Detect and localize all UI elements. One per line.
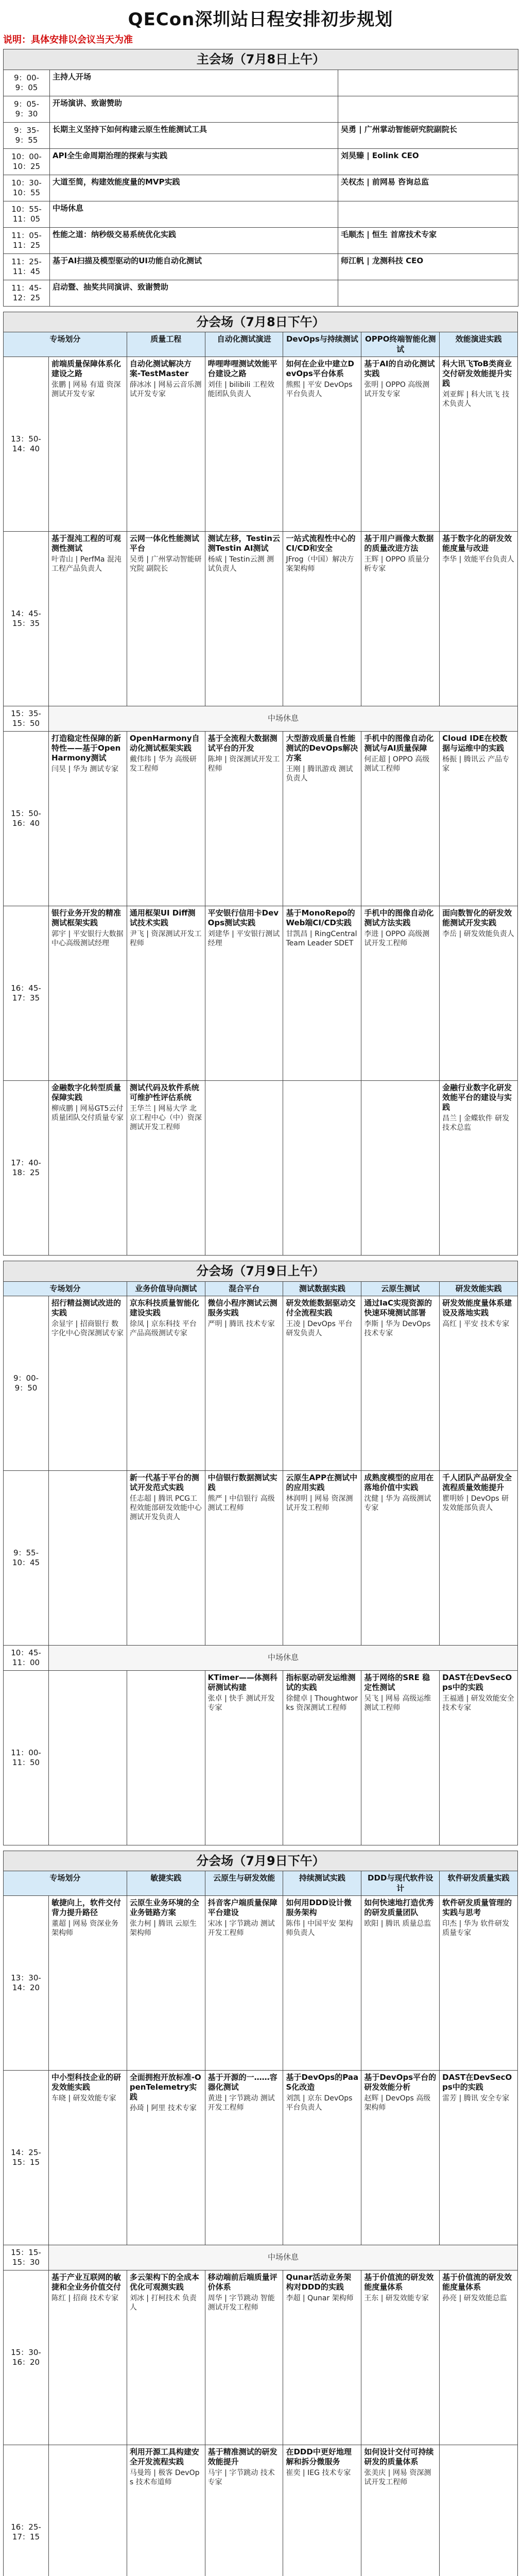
talk-speaker: 李华 | 效能平台负责人 <box>442 555 514 564</box>
talk-topic: 手机中的图像自动化测试与AI质量保障 <box>364 733 434 753</box>
talk-speaker: 吴勇 | 广州掌动智能研究院副院长 <box>338 122 518 148</box>
talk-cell <box>440 1080 518 1255</box>
talk-speaker: 张美庆 | 网易 资深测试开发工程师 <box>364 2469 431 2487</box>
talk-topic: 千人团队产品研发全流程质量效能提升 <box>442 1472 512 1492</box>
time-slot: 15：50- 16：40 <box>4 731 49 906</box>
track-header: 云原生与研发效能 <box>205 1871 283 1895</box>
talk-speaker: 刘建华 | 平安银行测试经理 <box>207 930 280 948</box>
talk-cell <box>205 2070 283 2245</box>
talk-speaker: 刘凯 | 京东 DevOps 平台负责人 <box>286 2094 353 2112</box>
talk-cell <box>440 1895 518 2070</box>
talk-cell <box>205 1470 283 1645</box>
talk-speaker: 毛顺杰 | 恒生 首席技术专家 <box>338 227 518 253</box>
talk-speaker: 张鹏 | 网易 有道 资深测试开发专家 <box>51 381 121 399</box>
talk-cell <box>283 731 361 906</box>
talk-speaker: 黄进 | 字节跳动 测试开发工程师 <box>207 2094 275 2112</box>
session-row <box>4 1296 518 1470</box>
session-row <box>4 1895 518 2070</box>
track-header: 持续测试实践 <box>283 1871 361 1895</box>
talk-speaker: 王福通 | 研发效能安全技术专家 <box>442 1694 514 1712</box>
talk-topic: 长期主义坚持下如何构建云原生性能测试工具 <box>50 122 338 148</box>
talk-cell <box>49 1470 127 1645</box>
main-hall-row <box>4 280 518 306</box>
talk-cell <box>205 2270 283 2445</box>
talk-speaker: 闫昊 | 华为 测试专家 <box>51 765 119 774</box>
talk-cell <box>49 906 127 1080</box>
talk-cell <box>283 1670 361 1845</box>
talk-topic: 基于价值流的研发效能度量体系 <box>364 2272 434 2292</box>
talk-speaker: 王凌 | DevOps 平台研发负责人 <box>286 1320 353 1337</box>
time-slot: 10：45- 11：00 <box>4 1645 49 1670</box>
talk-cell <box>440 731 518 906</box>
talk-topic: 基于MonoRepo的Web端CI/CD实践 <box>286 908 355 927</box>
track-header: 混合平台 <box>205 1281 283 1296</box>
talk-topic: 金融行业数字化研发效能平台的建设与实践 <box>442 1082 512 1112</box>
talk-topic: 抖音客户端质量保障平台建设 <box>207 1897 277 1917</box>
talk-cell <box>127 531 205 706</box>
session-heading: 分会场（7月9日上午） <box>4 1261 518 1281</box>
track-header: 专场划分 <box>4 332 127 357</box>
talk-topic: 基于数字化的研发效能度量与改进 <box>442 533 512 553</box>
talk-topic: 基于AI扫描及模型驱动的UI功能自动化测试 <box>50 253 338 280</box>
talk-cell <box>440 1670 518 1845</box>
talk-topic: OpenHarmony自动化测试框架实践 <box>129 733 200 753</box>
talk-cell <box>361 1470 440 1645</box>
talk-topic: 如何快速地打造优秀的研发质量团队 <box>364 1897 434 1917</box>
talk-speaker: 昌兰 | 金蝶软件 研发技术总监 <box>442 1114 510 1132</box>
talk-topic: 基于精准测试的研发效能提升 <box>207 2447 277 2466</box>
main-hall-heading: 主会场（7月8日上午） <box>4 49 518 70</box>
talk-speaker: 熊熙 | 平安 DevOps 平台负责人 <box>286 381 353 399</box>
talk-topic: 自动化测试解决方案-TestMaster <box>129 359 192 378</box>
talk-topic: 基于DevOps的PaaS化改造 <box>286 2072 359 2092</box>
talk-speaker: 孙亮 | 研发效能总监 <box>442 2294 507 2303</box>
talk-speaker: 王华兰 | 网易大学 北京工程中心（中）资深测试开发工程师 <box>129 1105 202 1131</box>
talk-topic: 基于AI的自动化测试实践 <box>364 359 435 378</box>
session-row <box>4 1470 518 1645</box>
session-table <box>3 312 518 1256</box>
talk-speaker: 赵辉 | DevOps 高级架构师 <box>364 2094 431 2112</box>
time-slot: 10：00- 10：25 <box>4 148 50 175</box>
talk-topic: 中小型科技企业的研发效能实践 <box>51 2072 121 2092</box>
time-slot: 9：05- 9：30 <box>4 96 50 122</box>
talk-speaker: 高红 | 平安 技术专家 <box>442 1320 510 1329</box>
main-hall-row <box>4 201 518 227</box>
talk-speaker: 陈红 | 招商 技术专家 <box>51 2294 119 2303</box>
main-hall-row <box>4 148 518 175</box>
talk-speaker <box>338 201 518 227</box>
talk-speaker: 李岳 | 研发效能负责人 <box>442 930 514 939</box>
session-row <box>4 731 518 906</box>
talk-speaker: 杨威 | Testin云测 测试负责人 <box>207 555 274 573</box>
track-header: 自动化测试演进 <box>205 332 283 357</box>
talk-speaker: 周华 | 字节跳动 智能测试开发工程师 <box>207 2294 275 2312</box>
talk-cell <box>440 906 518 1080</box>
talk-topic: 微信小程序测试云测服务实践 <box>207 1298 277 1317</box>
talk-cell <box>205 1895 283 2070</box>
talk-topic: 一站式流程性中心的CI/CD和安全 <box>286 533 356 553</box>
talk-cell <box>205 531 283 706</box>
talk-topic: 性能之道：纳秒级交易系统优化实践 <box>50 227 338 253</box>
talk-speaker: 张力柯 | 腾讯 云原生架构师 <box>129 1920 197 1938</box>
session-row <box>4 357 518 531</box>
talk-speaker: 任志超 | 腾讯 PCG工程效能部研发效能中心测试开发负责人 <box>129 1495 202 1521</box>
talk-topic: 科大讯飞ToB类商业交付研发效能提升实践 <box>442 359 512 388</box>
talk-topic: 金融数字化转型质量保障实践 <box>51 1082 121 1102</box>
talk-topic: 测试代码及软件系统可维护性评估系统 <box>129 1082 199 1102</box>
break-cell: 中场休息 <box>49 706 518 731</box>
talk-speaker: 关权杰 | 前网易 咨询总监 <box>338 175 518 201</box>
talk-speaker: 柳成鹏 | 网易GT5云付质量团队交付质量专家 <box>51 1105 124 1123</box>
talk-cell <box>361 1895 440 2070</box>
talk-speaker: 瞿明娇 | DevOps 研发效能部负责人 <box>442 1495 509 1512</box>
talk-cell <box>205 1080 283 1255</box>
time-slot: 16：45- 17：35 <box>4 906 49 1080</box>
talk-topic: 如何设计交付可持续研发的质量体系 <box>364 2447 434 2466</box>
talk-speaker: 熊严 | 中信银行 高级测试工程师 <box>207 1495 275 1512</box>
talk-cell <box>283 1895 361 2070</box>
talk-speaker: 徐健卓 | Thoughtworks 资深测试工程师 <box>286 1694 358 1712</box>
talk-topic: 如何用DDD设计微服务架构 <box>286 1897 352 1917</box>
session-table <box>3 1851 518 2576</box>
time-slot: 15：15- 15：30 <box>4 2245 49 2270</box>
session-table <box>3 1261 518 1845</box>
talk-speaker: 宋冰 | 字节跳动 测试开发工程师 <box>207 1920 275 1938</box>
talk-topic: 京东科技质量智能化建设实践 <box>129 1298 199 1317</box>
talk-topic: 云网一体化性能测试平台 <box>129 533 199 553</box>
track-header: DevOps与持续测试 <box>283 332 361 357</box>
talk-speaker: 尹飞 | 资深测试开发工程师 <box>129 930 202 948</box>
talk-cell <box>283 2270 361 2445</box>
talk-topic: 主持人开场 <box>50 70 338 96</box>
talk-speaker: 吴飞 | 网易 高级运维测试工程师 <box>364 1694 431 1712</box>
talk-topic: DAST在DevSecOps中的实践 <box>442 2072 512 2092</box>
talk-cell <box>283 1296 361 1470</box>
talk-cell <box>205 1670 283 1845</box>
talk-cell <box>283 906 361 1080</box>
talk-cell <box>361 2070 440 2245</box>
talk-speaker: 陈伟 | 中国平安 架构师负责人 <box>286 1920 353 1938</box>
main-hall-row <box>4 96 518 122</box>
talk-cell <box>127 357 205 531</box>
main-hall-row <box>4 253 518 280</box>
main-hall-row <box>4 175 518 201</box>
talk-cell <box>440 2070 518 2245</box>
talk-topic: 指标驱动研发运维测试的实践 <box>286 1672 356 1692</box>
talk-speaker: 刘佳 | bilibili 工程效能团队负责人 <box>207 381 274 399</box>
talk-topic: Cloud IDE在校数据与运维中的实践 <box>442 733 508 753</box>
talk-topic: 基于产业互联网的敏捷和全业务价值交付 <box>51 2272 121 2292</box>
talk-cell <box>283 357 361 531</box>
talk-speaker: 王刚 | 腾讯游戏 测试负责人 <box>286 765 353 783</box>
talk-topic: 基于网络的SRE 稳定性测试 <box>364 1672 430 1692</box>
talk-cell <box>440 2270 518 2445</box>
talk-cell <box>205 1296 283 1470</box>
track-header: 敏捷实践 <box>127 1871 205 1895</box>
talk-speaker: 郭宇 | 平安银行大数据中心高级测试经理 <box>51 930 124 948</box>
talk-cell <box>440 1296 518 1470</box>
talk-speaker: 严明 | 腾讯 技术专家 <box>207 1320 275 1329</box>
track-header: 业务价值导向测试 <box>127 1281 205 1296</box>
talk-topic: 通过IaC实现资源的快速环境测试部署 <box>364 1298 432 1317</box>
talk-topic: 启动暨、抽奖共同演讲、致谢赞助 <box>50 280 338 306</box>
talk-speaker: 雷芳 | 腾讯 安全专家 <box>442 2094 510 2103</box>
time-slot: 13：50- 14：40 <box>4 357 49 531</box>
talk-cell <box>440 531 518 706</box>
time-slot: 14：45- 15：35 <box>4 531 49 706</box>
talk-speaker: 张卓 | 快手 测试开发专家 <box>207 1694 275 1712</box>
talk-speaker: 李斯 | 华为 DevOps 技术专家 <box>364 1320 431 1337</box>
talk-cell <box>49 2070 127 2245</box>
talk-cell <box>49 531 127 706</box>
talk-topic: 新一代基于平台的测试开发范式实践 <box>129 1472 199 1492</box>
talk-topic: 全面拥抱开放标准-OpenTelemetry实践 <box>129 2072 201 2102</box>
break-cell: 中场休息 <box>49 2245 518 2270</box>
talk-speaker: 崔奕 | IEG 技术专家 <box>286 2469 351 2478</box>
talk-topic: 招行精益测试改进的实践 <box>51 1298 121 1317</box>
track-header: 质量工程 <box>127 332 205 357</box>
talk-speaker: 戴伟玮 | 华为 高级研发工程师 <box>129 755 197 773</box>
talk-cell <box>49 2445 127 2576</box>
talk-cell <box>49 731 127 906</box>
talk-cell <box>127 731 205 906</box>
talk-topic: 中场休息 <box>50 201 338 227</box>
talk-speaker: 叶青山 | PerfMa 混沌工程产品负责人 <box>51 555 121 573</box>
talk-speaker: 沈健 | 华为 高级测试专家 <box>364 1495 431 1512</box>
session-row <box>4 906 518 1080</box>
break-cell: 中场休息 <box>49 1645 518 1670</box>
session-row <box>4 706 518 731</box>
talk-cell <box>440 1470 518 1645</box>
time-slot: 11：45- 12：25 <box>4 280 50 306</box>
time-slot: 15：30- 16：20 <box>4 2270 49 2445</box>
time-slot: 16：25- 17：15 <box>4 2445 49 2576</box>
track-header: 专场划分 <box>4 1871 127 1895</box>
track-header: 测试数据实践 <box>283 1281 361 1296</box>
talk-topic: 通用框架UI Diff测试技术实践 <box>129 908 196 927</box>
page-title: QECon深圳站日程安排初步规划 <box>128 9 393 30</box>
talk-speaker <box>338 280 518 306</box>
time-slot: 10：55- 11：05 <box>4 201 50 227</box>
talk-cell <box>205 906 283 1080</box>
talk-cell <box>283 2445 361 2576</box>
time-slot: 10：30- 10：55 <box>4 175 50 201</box>
talk-topic: 软件研发质量管理的实践与思考 <box>442 1897 512 1917</box>
time-slot: 9：55- 10：45 <box>4 1470 49 1645</box>
talk-speaker: 马宇 | 字节跳动 技术专家 <box>207 2469 275 2487</box>
talk-topic: 基于DevOps平台的研发效能分析 <box>364 2072 437 2092</box>
talk-cell <box>49 1670 127 1845</box>
talk-topic: 大型游戏质量自性能测试的DevOps解决方案 <box>286 733 358 763</box>
talk-cell <box>361 357 440 531</box>
talk-speaker: 师江帆 | 龙测科技 CEO <box>338 253 518 280</box>
session-row <box>4 1645 518 1670</box>
talk-speaker: 余显宇 | 招商银行 数字化中心资深测试专家 <box>51 1320 124 1337</box>
talk-topic: DAST在DevSecOps中的实践 <box>442 1672 512 1692</box>
talk-speaker: 薛冰冰 | 网易云音乐测试开发专家 <box>129 381 202 399</box>
session-row <box>4 531 518 706</box>
time-slot: 9：35- 9：55 <box>4 122 50 148</box>
talk-speaker: 林润明 | 网易 资深测试开发工程师 <box>286 1495 353 1512</box>
talk-cell <box>283 1470 361 1645</box>
talk-speaker: 车晓 | 研发效能专家 <box>51 2094 116 2103</box>
talk-speaker: 孙琦 | 阿里 技术专家 <box>129 2104 197 2113</box>
talk-topic: 研发效能度量体系建设及落地实践 <box>442 1298 512 1317</box>
session-row <box>4 1670 518 1845</box>
talk-speaker: 欧阳 | 腾讯 质量总监 <box>364 1920 431 1928</box>
talk-topic: Qunar活动业务架构对DDD的实践 <box>286 2272 352 2292</box>
main-hall-table <box>3 49 518 307</box>
talk-speaker: 刘亚辉 | 科大讯飞 技术负责人 <box>442 391 510 409</box>
time-slot: 11：00- 11：50 <box>4 1670 49 1845</box>
session-row <box>4 2270 518 2445</box>
time-slot: 13：30- 14：20 <box>4 1895 49 2070</box>
talk-cell <box>49 1895 127 2070</box>
talk-cell <box>361 1296 440 1470</box>
talk-cell <box>361 2270 440 2445</box>
talk-cell <box>127 1670 205 1845</box>
track-header: 云原生测试 <box>361 1281 440 1296</box>
talk-topic: 基于用户画像大数据的质量改进方法 <box>364 533 434 553</box>
talk-cell <box>127 2070 205 2245</box>
talk-speaker: 董超 | 网易 资深业务架构师 <box>51 1920 119 1938</box>
talk-topic: 哔哩哔哩测试效能平台建设之路 <box>207 359 277 378</box>
talk-cell <box>127 1895 205 2070</box>
talk-topic: 前端质量保障体系化建设之路 <box>51 359 121 378</box>
time-slot: 9：00- 9：05 <box>4 70 50 96</box>
time-slot: 9：00- 9：50 <box>4 1296 49 1470</box>
time-slot: 15：35- 15：50 <box>4 706 49 731</box>
talk-cell <box>283 1080 361 1255</box>
talk-topic: 在DDD中更好地理解和拆分微服务 <box>286 2447 352 2466</box>
talk-topic: 基于混沌工程的可观测性测试 <box>51 533 121 553</box>
time-slot: 11：25- 11：45 <box>4 253 50 280</box>
talk-speaker: 徐凤 | 京东科技 平台产品高级测试专家 <box>129 1320 197 1337</box>
time-slot: 17：40- 18：25 <box>4 1080 49 1255</box>
talk-topic: 开场演讲、致谢赞助 <box>50 96 338 122</box>
time-slot: 14：25- 15：15 <box>4 2070 49 2245</box>
talk-cell <box>361 531 440 706</box>
talk-speaker: 刘昊臻 | Eolink CEO <box>338 148 518 175</box>
track-header: 研发效能实践 <box>440 1281 518 1296</box>
talk-topic: 研发效能数据驱动交付全流程实践 <box>286 1298 356 1317</box>
track-header: 专场划分 <box>4 1281 127 1296</box>
talk-cell <box>361 2445 440 2576</box>
talk-topic: 面向数智化的研发效能测试开发实践 <box>442 908 512 927</box>
talk-speaker <box>338 96 518 122</box>
talk-cell <box>127 906 205 1080</box>
talk-topic: 银行业务开发的精准测试框架实践 <box>51 908 121 927</box>
talk-topic: 大道至简，构建效能度量的MVP实践 <box>50 175 338 201</box>
talk-cell <box>49 357 127 531</box>
talk-topic: 成熟度模型的应用在落地价值中实践 <box>364 1472 434 1492</box>
session-row <box>4 2070 518 2245</box>
talk-topic: 如何在企业中建立DevOps平台体系 <box>286 359 354 378</box>
track-header: OPPO终端智能化测试 <box>361 332 440 357</box>
schedule-container <box>0 49 521 2576</box>
talk-speaker <box>338 70 518 96</box>
talk-speaker: 杨振 | 腾讯云 产品专家 <box>442 755 510 773</box>
talk-cell <box>361 906 440 1080</box>
time-slot: 11：05- 11：25 <box>4 227 50 253</box>
talk-cell <box>205 731 283 906</box>
track-header: 效能演进实践 <box>440 332 518 357</box>
main-hall-row <box>4 70 518 96</box>
talk-speaker: 吴勇 | 广州掌动智能研究院 副院长 <box>129 555 202 573</box>
talk-speaker: 张明 | OPPO 高级测试开发专家 <box>364 381 430 399</box>
talk-cell <box>49 2270 127 2445</box>
session-row <box>4 2445 518 2576</box>
session-heading: 分会场（7月8日下午） <box>4 312 518 332</box>
session-row <box>4 2245 518 2270</box>
talk-speaker: 马曼筠 | 极客 DevOps 技术布道师 <box>129 2469 200 2487</box>
talk-cell <box>205 2445 283 2576</box>
talk-speaker: 李进 | OPPO 高级测试开发工程师 <box>364 930 430 948</box>
talk-cell <box>127 1470 205 1645</box>
talk-topic: 移动端前后端质量评价体系 <box>207 2272 277 2292</box>
talk-topic: 中信银行数据测试实践 <box>207 1472 277 1492</box>
talk-cell <box>361 1670 440 1845</box>
talk-speaker: 王东 | 研发效能专家 <box>364 2294 429 2303</box>
talk-cell <box>361 731 440 906</box>
talk-speaker: 印杰 | 华为 软件研发质量专家 <box>442 1920 510 1938</box>
talk-topic: 多云架构下的全成本优化可观测实践 <box>129 2272 199 2292</box>
talk-cell <box>127 1080 205 1255</box>
talk-cell <box>440 357 518 531</box>
talk-speaker: 刘冰 | 打柯技术 负责人 <box>129 2294 197 2312</box>
talk-topic: 打造稳定性保障的新特性——基于OpenHarmony测试 <box>51 733 121 763</box>
talk-cell <box>127 1296 205 1470</box>
talk-cell <box>49 1080 127 1255</box>
talk-speaker: JFrog（中国）解决方案架构师 <box>286 555 354 573</box>
talk-topic: API全生命周期治理的探索与实践 <box>50 148 338 175</box>
talk-cell <box>283 2070 361 2245</box>
notice-text: 说明：具体安排以会议当天为准 <box>3 35 133 45</box>
talk-speaker: 陈坤 | 资深测试开发工程师 <box>207 755 280 773</box>
main-hall-row <box>4 122 518 148</box>
talk-cell <box>440 2445 518 2576</box>
track-header: DDD与现代软件设计 <box>361 1871 440 1895</box>
talk-topic: 云原生APP在测试中的应用实践 <box>286 1472 358 1492</box>
talk-cell <box>283 531 361 706</box>
talk-cell <box>361 1080 440 1255</box>
talk-topic: 基于开源的一……容器化测试 <box>207 2072 277 2092</box>
session-row <box>4 1080 518 1255</box>
talk-cell <box>205 357 283 531</box>
talk-speaker: 何正超 | OPPO 高级测试工程师 <box>364 755 430 773</box>
track-header: 软件研发质量实践 <box>440 1871 518 1895</box>
talk-cell <box>127 2270 205 2445</box>
talk-topic: 基于全流程大数据测试平台的开发 <box>207 733 277 753</box>
talk-topic: 手机中的图像自动化测试方法实践 <box>364 908 434 927</box>
talk-topic: 敏捷向上，软件交付背力提升路径 <box>51 1897 121 1917</box>
talk-topic: 云原生业务环境的全业务链路方案 <box>129 1897 199 1917</box>
talk-speaker: 王辉 | OPPO 质量分析专家 <box>364 555 430 573</box>
talk-topic: 平安银行信用卡DevOps测试实践 <box>207 908 279 927</box>
talk-cell <box>127 2445 205 2576</box>
talk-topic: 测试左移，Testin云测Testin AI测试 <box>207 533 280 553</box>
main-hall-row <box>4 227 518 253</box>
talk-speaker: 甘凯昌 | RingCentral Team Leader SDET <box>286 930 357 948</box>
talk-topic: 基于价值流的研发效能度量体系 <box>442 2272 512 2292</box>
talk-cell <box>49 1296 127 1470</box>
session-heading: 分会场（7月9日下午） <box>4 1851 518 1871</box>
talk-topic: KTimer——体测科研测试构建 <box>207 1672 277 1692</box>
talk-speaker: 李超 | Qunar 架构师 <box>286 2294 354 2303</box>
talk-topic: 利用开源工具构建安全开发流程实践 <box>129 2447 199 2466</box>
